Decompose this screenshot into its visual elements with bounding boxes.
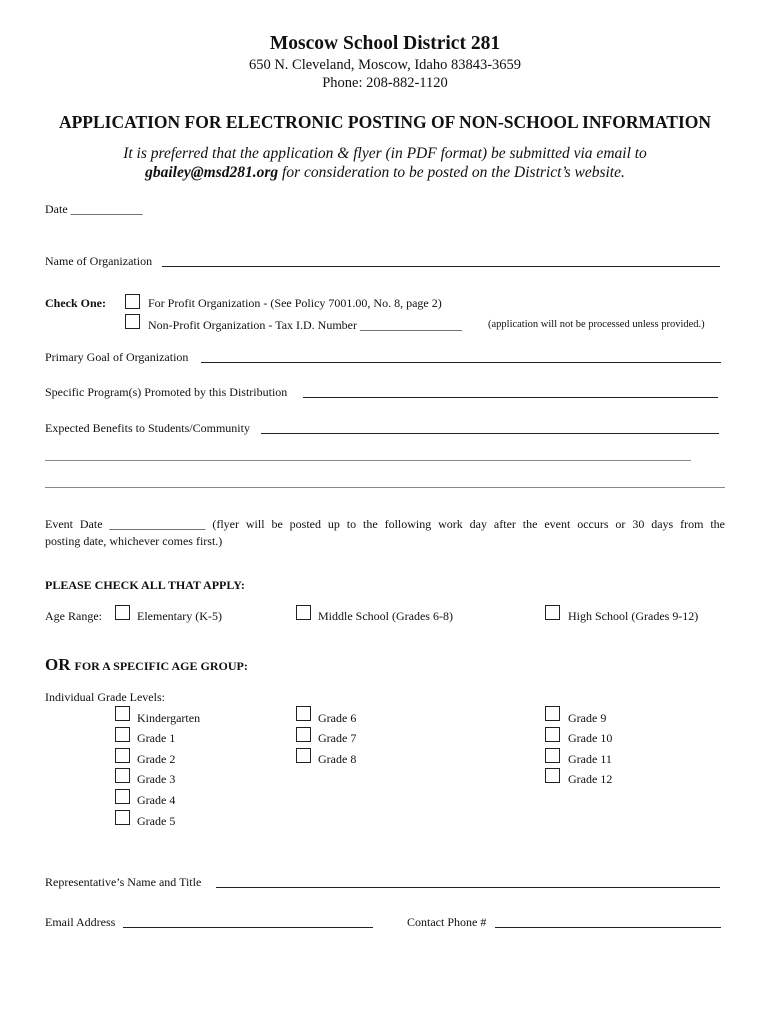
district-address: 650 N. Cleveland, Moscow, Idaho 83843-3659 xyxy=(248,57,522,73)
grade-10-label: Grade 10 xyxy=(568,731,613,745)
elementary-checkbox[interactable] xyxy=(115,605,130,620)
grade-5-label: Grade 5 xyxy=(137,814,176,828)
contact-phone-label: Contact Phone # xyxy=(407,915,487,929)
expected-benefits-label: Expected Benefits to Students/Community xyxy=(45,421,250,435)
contact-phone-input-line[interactable] xyxy=(495,927,721,928)
grade-2-label: Grade 2 xyxy=(137,752,176,766)
grade-5-checkbox[interactable] xyxy=(115,810,130,825)
district-phone: Phone: 208-882-1120 xyxy=(322,75,448,91)
district-title: Moscow School District 281 xyxy=(269,33,501,54)
grade-6-label: Grade 6 xyxy=(318,711,357,725)
date-field[interactable]: Date ____________ xyxy=(45,202,143,216)
representative-input-line[interactable] xyxy=(216,887,720,888)
kindergarten-label: Kindergarten xyxy=(137,711,201,725)
grade-7-label: Grade 7 xyxy=(318,731,357,745)
instructions-line-1: It is preferred that the application & flyer (in PDF format) be submitted via email to xyxy=(123,145,647,162)
email-label: Email Address xyxy=(45,915,116,929)
grade-9-checkbox[interactable] xyxy=(545,706,560,721)
representative-label: Representative’s Name and Title xyxy=(45,875,202,889)
grade-11-checkbox[interactable] xyxy=(545,748,560,763)
grade-9-label: Grade 9 xyxy=(568,711,607,725)
specific-age-heading: FOR A SPECIFIC AGE GROUP: xyxy=(74,659,248,673)
grade-10-checkbox[interactable] xyxy=(545,727,560,742)
grade-1-checkbox[interactable] xyxy=(115,727,130,742)
instructions-email[interactable]: gbailey@msd281.org xyxy=(145,164,279,181)
grade-8-label: Grade 8 xyxy=(318,752,357,766)
non-profit-checkbox[interactable] xyxy=(125,314,140,329)
middle-school-label: Middle School (Grades 6-8) xyxy=(318,609,453,623)
primary-goal-input-line[interactable] xyxy=(201,362,721,363)
grade-3-checkbox[interactable] xyxy=(115,768,130,783)
primary-goal-label: Primary Goal of Organization xyxy=(45,350,189,364)
specific-program-label: Specific Program(s) Promoted by this Distribution xyxy=(45,385,288,399)
elementary-label: Elementary (K-5) xyxy=(137,609,222,623)
event-date-field[interactable]: Event Date ________________ (flyer will be posted up to the following work day after the event occurs or 30 days from the xyxy=(45,517,725,531)
for-profit-checkbox[interactable] xyxy=(125,294,140,309)
high-school-checkbox[interactable] xyxy=(545,605,560,620)
kindergarten-checkbox[interactable] xyxy=(115,706,130,721)
grade-2-checkbox[interactable] xyxy=(115,748,130,763)
form-heading: APPLICATION FOR ELECTRONIC POSTING OF NON-SCHOOL INFORMATION xyxy=(58,112,712,132)
for-profit-label: For Profit Organization - (See Policy 7001.00, No. 8, page 2) xyxy=(148,296,442,310)
instructions-line-2-text: for consideration to be posted on the District’s website. xyxy=(278,164,625,181)
grade-11-label: Grade 11 xyxy=(568,752,612,766)
grade-12-checkbox[interactable] xyxy=(545,768,560,783)
grade-7-checkbox[interactable] xyxy=(296,727,311,742)
grade-6-checkbox[interactable] xyxy=(296,706,311,721)
high-school-label: High School (Grades 9-12) xyxy=(568,609,699,623)
grade-8-checkbox[interactable] xyxy=(296,748,311,763)
email-input-line[interactable] xyxy=(123,927,373,928)
non-profit-label: Non-Profit Organization - Tax I.D. Number _________________ xyxy=(148,318,463,332)
or-specific-heading xyxy=(45,655,248,675)
organization-label: Name of Organization xyxy=(45,254,153,268)
check-one-label: Check One: xyxy=(45,296,106,310)
specific-program-input-line[interactable] xyxy=(303,397,718,398)
expected-benefits-input-line[interactable] xyxy=(261,433,719,434)
instructions-line-2 xyxy=(0,164,770,182)
individual-grades-label: Individual Grade Levels: xyxy=(45,690,165,704)
grade-4-checkbox[interactable] xyxy=(115,789,130,804)
organization-input-line[interactable] xyxy=(162,266,720,267)
non-profit-note: (application will not be processed unless provided.) xyxy=(488,319,705,330)
grade-12-label: Grade 12 xyxy=(568,772,613,786)
expected-benefits-extra-line-1[interactable] xyxy=(45,460,691,461)
or-label: OR xyxy=(45,655,71,674)
grade-4-label: Grade 4 xyxy=(137,793,176,807)
grade-1-label: Grade 1 xyxy=(137,731,176,745)
age-range-label: Age Range: xyxy=(45,609,102,623)
check-all-heading: PLEASE CHECK ALL THAT APPLY: xyxy=(45,578,245,592)
event-date-note: posting date, whichever comes first.) xyxy=(45,534,223,548)
expected-benefits-extra-line-2[interactable] xyxy=(45,487,725,488)
grade-3-label: Grade 3 xyxy=(137,772,176,786)
middle-school-checkbox[interactable] xyxy=(296,605,311,620)
